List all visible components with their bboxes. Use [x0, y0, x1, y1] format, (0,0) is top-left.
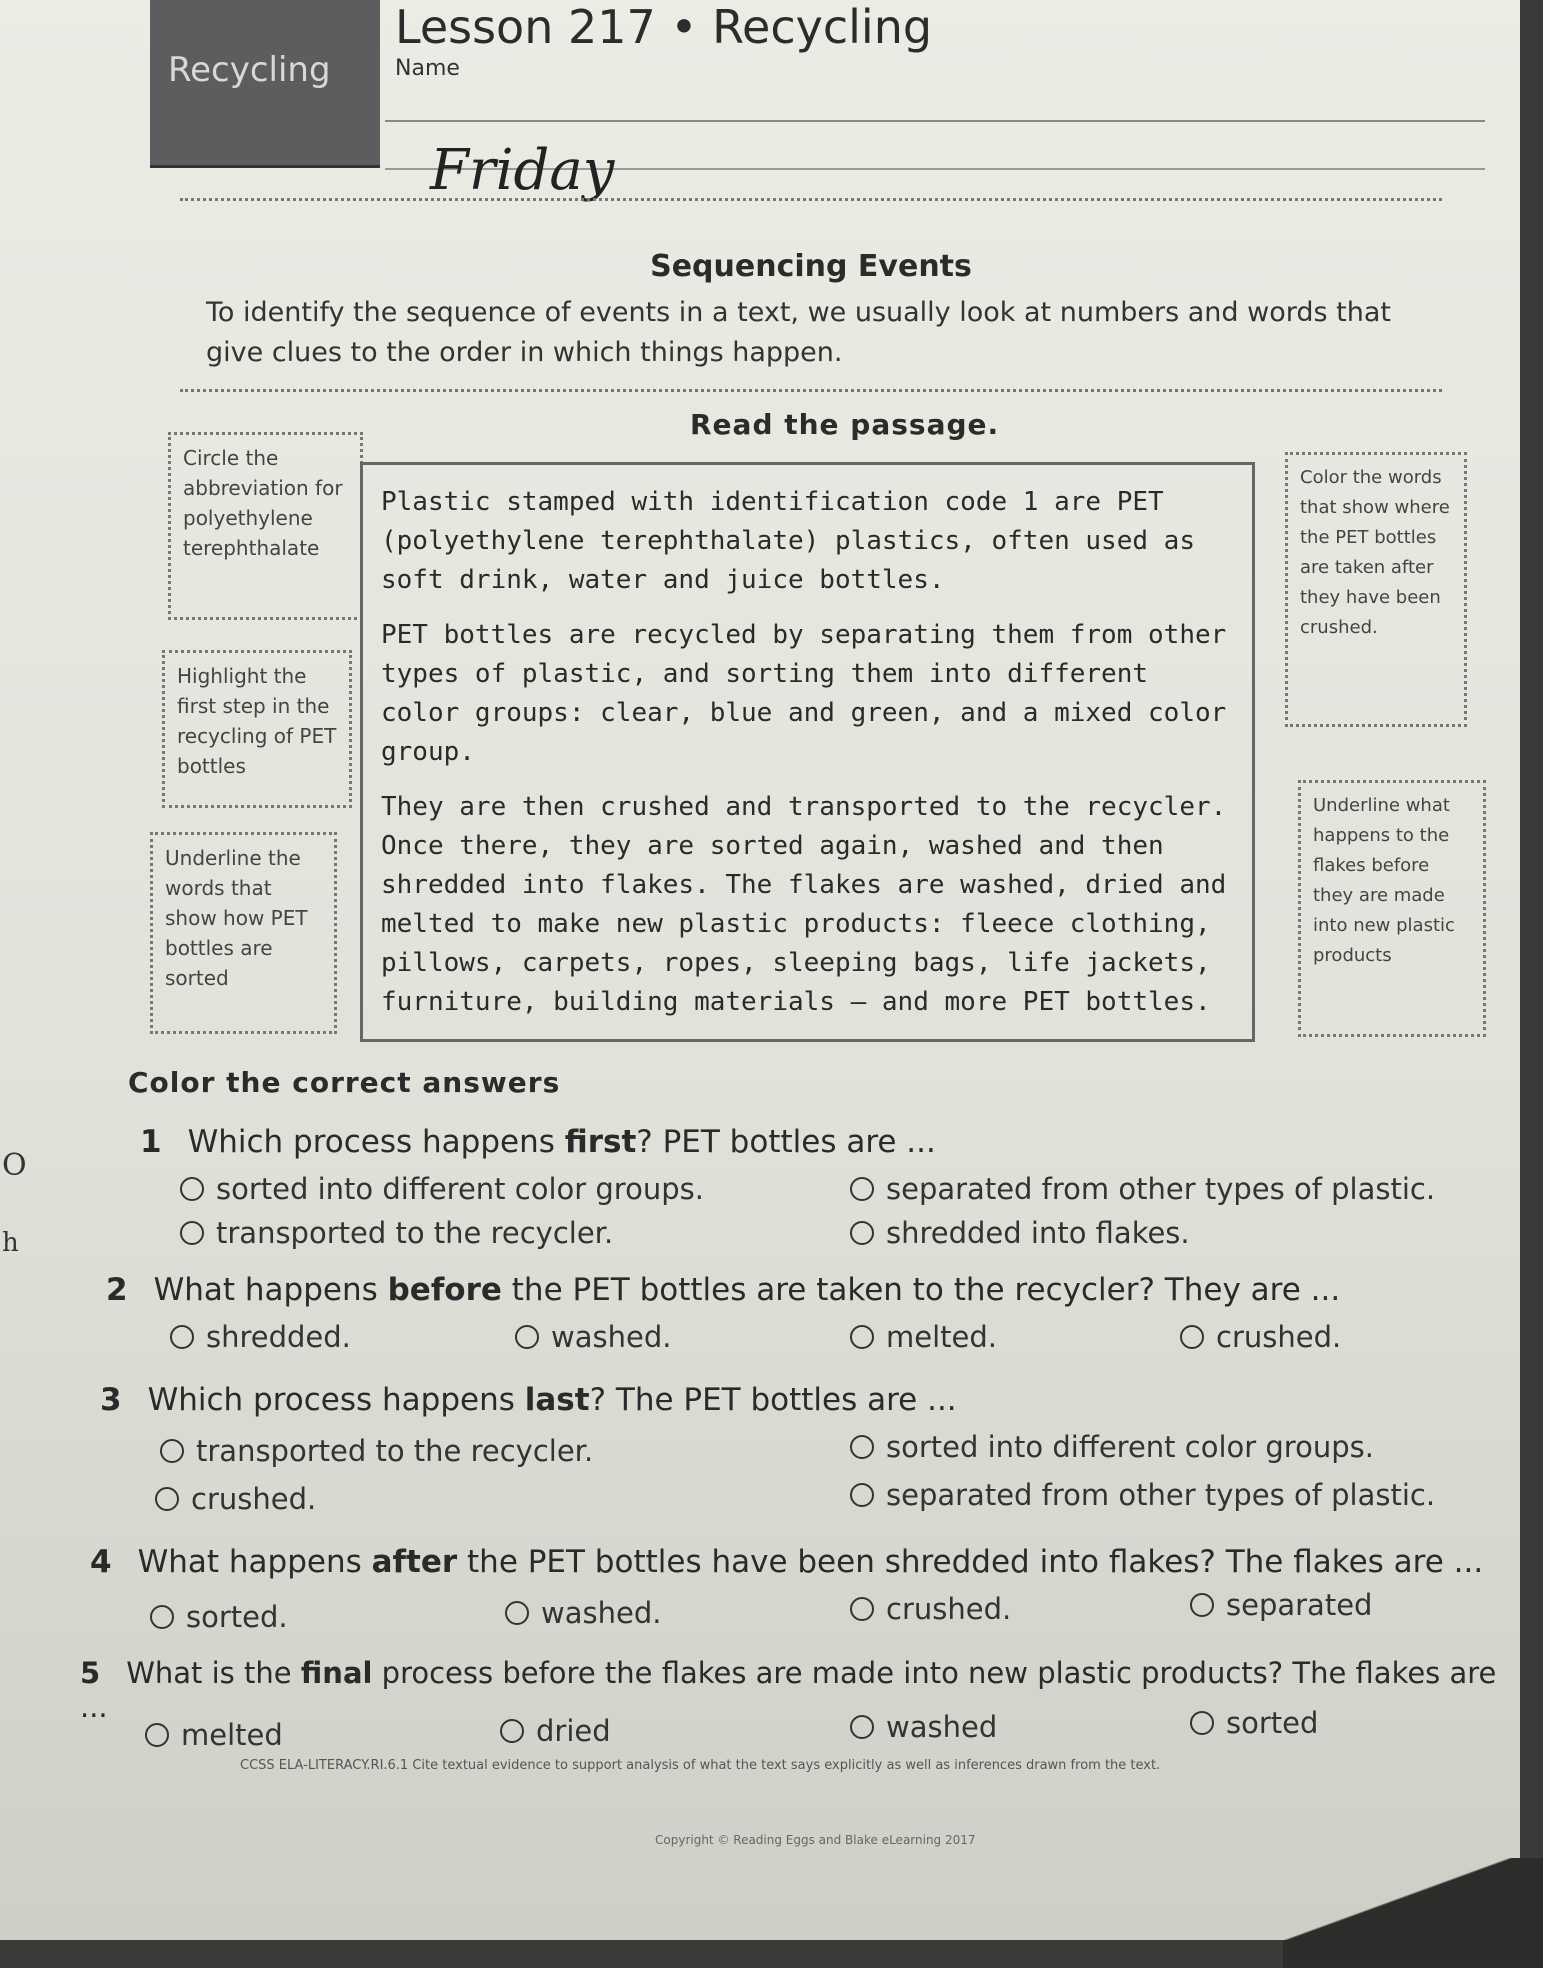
option-label: transported to the recycler. — [216, 1216, 614, 1250]
question-keyword: final — [300, 1656, 373, 1690]
instruction-underline-flakes: Underline what happens to the flakes before they are made into new plastic products — [1298, 780, 1486, 1037]
question-keyword: last — [524, 1382, 590, 1418]
question-text: the PET bottles have been shredded into flakes? The flakes are ... — [457, 1544, 1484, 1580]
question-text: Which process happens — [187, 1124, 565, 1160]
radio-circle-icon[interactable] — [180, 1221, 204, 1245]
question-text: ? PET bottles are ... — [636, 1124, 936, 1160]
passage-paragraph-3[interactable]: They are then crushed and transported to the recycler. Once there, they are sorted again, washed and then shredded into flakes. The flakes are washed, dried and melted to make new plastic products: fleece clothing, pillows, carpets, ropes, sleeping bags, life jackets, furniture, building materials — and more PET bottles. — [381, 792, 1227, 1017]
question-number: 5 — [80, 1656, 101, 1690]
passage-paragraph-2[interactable]: PET bottles are recycled by separating them from other types of plastic, and sorting them into different color groups: clear, blue and green, and a mixed color group. — [381, 620, 1227, 767]
radio-circle-icon[interactable] — [505, 1601, 529, 1625]
name-line — [385, 120, 1485, 122]
radio-circle-icon[interactable] — [160, 1439, 184, 1463]
answer-option[interactable] — [505, 1596, 661, 1630]
answer-option[interactable] — [850, 1710, 997, 1744]
instruction-underline-sorted: Underline the words that show how PET bottles are sorted — [150, 832, 337, 1034]
option-label: sorted — [1226, 1706, 1319, 1740]
answer-option[interactable] — [180, 1172, 704, 1206]
option-label: crushed. — [191, 1482, 317, 1516]
option-label: separated from other types of plastic. — [886, 1478, 1436, 1512]
answer-option[interactable] — [170, 1320, 351, 1354]
option-label: washed. — [551, 1320, 672, 1354]
radio-circle-icon[interactable] — [150, 1605, 174, 1629]
radio-circle-icon[interactable] — [850, 1177, 874, 1201]
question-text: process before the flakes are made into new plastic products? The flakes are ... — [80, 1656, 1497, 1724]
radio-circle-icon[interactable] — [170, 1325, 194, 1349]
standard-footnote: CCSS ELA-LITERACY.RI.6.1 Cite textual evidence to support analysis of what the text says explicitly as well as inferences drawn from the text. — [240, 1758, 1161, 1773]
answer-option[interactable] — [850, 1592, 1011, 1626]
option-label: crushed. — [886, 1592, 1012, 1626]
radio-circle-icon[interactable] — [850, 1715, 874, 1739]
option-label: separated from other types of plastic. — [886, 1172, 1436, 1206]
answer-option[interactable] — [1190, 1588, 1372, 1622]
answers-title: Color the correct answers — [128, 1066, 561, 1099]
copyright: Copyright © Reading Eggs and Blake eLearning 2017 — [655, 1833, 976, 1847]
radio-circle-icon[interactable] — [500, 1719, 524, 1743]
question-text: Which process happens — [147, 1382, 525, 1418]
answer-option[interactable] — [515, 1320, 671, 1354]
question-text: What is the — [126, 1656, 301, 1690]
answer-option[interactable] — [1180, 1320, 1341, 1354]
radio-circle-icon[interactable] — [1180, 1325, 1204, 1349]
recycling-badge — [150, 0, 380, 168]
radio-circle-icon[interactable] — [515, 1325, 539, 1349]
answer-option[interactable] — [160, 1434, 593, 1468]
radio-circle-icon[interactable] — [850, 1325, 874, 1349]
radio-circle-icon[interactable] — [180, 1177, 204, 1201]
answer-option[interactable] — [155, 1482, 316, 1516]
question-number: 4 — [90, 1544, 112, 1580]
answer-option[interactable] — [145, 1718, 283, 1752]
name-label: Name — [395, 56, 460, 81]
answer-option[interactable] — [850, 1478, 1435, 1512]
read-passage-title: Read the passage. — [690, 408, 1000, 441]
badge-word: Recycling — [168, 50, 331, 90]
radio-circle-icon[interactable] — [850, 1597, 874, 1621]
question-2 — [106, 1272, 1340, 1308]
answer-option[interactable] — [850, 1430, 1374, 1464]
option-label: shredded into flakes. — [886, 1216, 1190, 1250]
passage-paragraph-1[interactable]: Plastic stamped with identification code 1 are PET (polyethylene terephthalate) plastics, often used as soft drink, water and juice bottles. — [381, 487, 1195, 595]
question-number: 1 — [140, 1124, 162, 1160]
question-1 — [140, 1124, 936, 1160]
radio-circle-icon[interactable] — [850, 1221, 874, 1245]
radio-circle-icon[interactable] — [1190, 1593, 1214, 1617]
question-4 — [90, 1544, 1483, 1580]
radio-circle-icon[interactable] — [155, 1487, 179, 1511]
radio-circle-icon[interactable] — [850, 1483, 874, 1507]
question-text: the PET bottles are taken to the recycler? They are ... — [501, 1272, 1341, 1308]
intro-title: Sequencing Events — [650, 249, 972, 284]
option-label: separated — [1226, 1588, 1373, 1622]
instruction-circle: Circle the abbreviation for polyethylene terephthalate — [168, 432, 363, 620]
option-label: sorted. — [186, 1600, 288, 1634]
instruction-highlight: Highlight the first step in the recycling of PET bottles — [162, 650, 352, 808]
question-number: 2 — [106, 1272, 128, 1308]
answer-option[interactable] — [1190, 1706, 1318, 1740]
handwritten-name: Friday — [430, 138, 615, 203]
option-label: washed — [886, 1710, 998, 1744]
question-number: 3 — [100, 1382, 122, 1418]
question-text: What happens — [153, 1272, 388, 1308]
option-label: washed. — [541, 1596, 662, 1630]
radio-circle-icon[interactable] — [145, 1723, 169, 1747]
lesson-title: Lesson 217 • Recycling — [395, 0, 933, 54]
answer-option[interactable] — [150, 1600, 288, 1634]
option-label: sorted into different color groups. — [216, 1172, 704, 1206]
question-keyword: before — [387, 1272, 502, 1308]
question-text: ? The PET bottles are ... — [589, 1382, 957, 1418]
answer-option[interactable] — [850, 1172, 1435, 1206]
answer-option[interactable] — [180, 1216, 613, 1250]
passage-box — [360, 462, 1255, 1042]
answer-option[interactable] — [850, 1320, 997, 1354]
answer-option[interactable] — [500, 1714, 611, 1748]
intro-box — [180, 198, 1442, 392]
option-label: shredded. — [206, 1320, 351, 1354]
margin-mark: O — [2, 1148, 27, 1183]
radio-circle-icon[interactable] — [1190, 1711, 1214, 1735]
question-keyword: first — [564, 1124, 637, 1160]
option-label: melted — [181, 1718, 283, 1752]
question-text: What happens — [137, 1544, 372, 1580]
margin-mark: h — [2, 1228, 19, 1258]
instruction-color-words: Color the words that show where the PET bottles are taken after they have been crushed. — [1285, 452, 1467, 727]
option-label: sorted into different color groups. — [886, 1430, 1374, 1464]
radio-circle-icon[interactable] — [850, 1435, 874, 1459]
option-label: dried — [536, 1714, 611, 1748]
question-keyword: after — [371, 1544, 458, 1580]
option-label: melted. — [886, 1320, 997, 1354]
question-3 — [100, 1382, 957, 1418]
intro-text: To identify the sequence of events in a text, we usually look at numbers and words that give clues to the order in which things happen. — [206, 297, 1391, 368]
background-shadow — [1283, 1858, 1543, 1968]
answer-option[interactable] — [850, 1216, 1190, 1250]
option-label: transported to the recycler. — [196, 1434, 594, 1468]
option-label: crushed. — [1216, 1320, 1342, 1354]
